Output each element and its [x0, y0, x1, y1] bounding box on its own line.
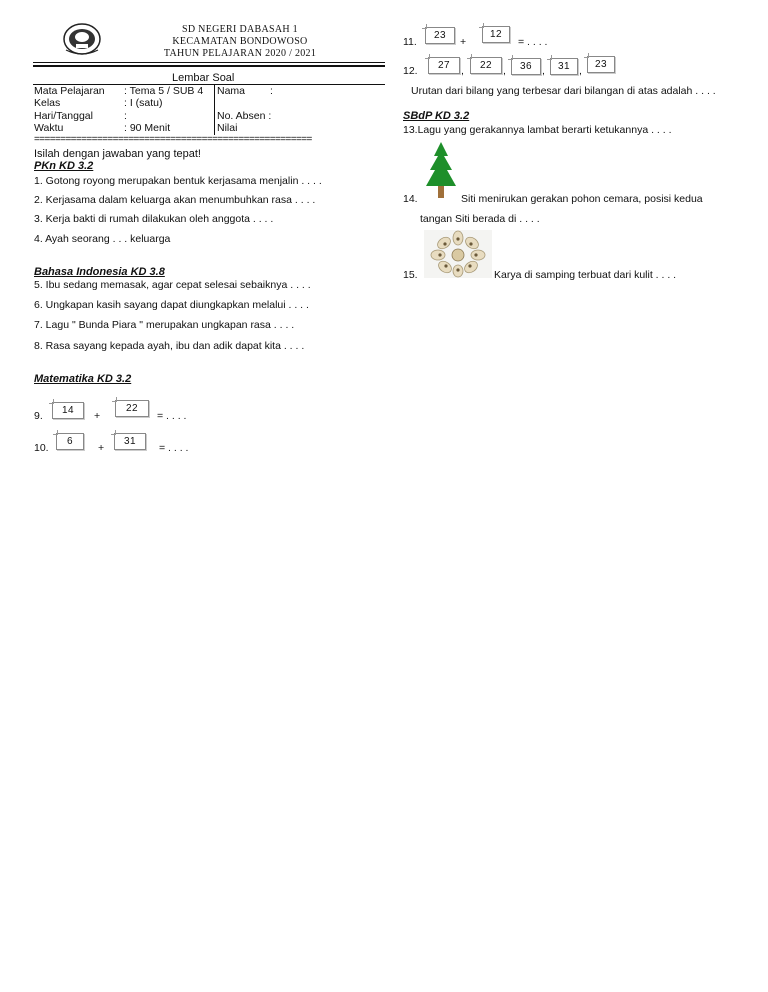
class-value: : I (satu) [124, 97, 163, 109]
question-8: 8. Rasa sayang kepada ayah, ibu dan adik dapat kita . . . . [34, 340, 305, 352]
section-pkn: PKn KD 3.2 [34, 160, 94, 172]
question-2: 2. Kerjasama dalam keluarga akan menumbuhkan rasa . . . . [34, 194, 316, 206]
section-bahasa-indonesia: Bahasa Indonesia KD 3.8 [34, 266, 165, 278]
question-13: 13.Lagu yang gerakannya lambat berarti ketukannya . . . . [403, 124, 672, 136]
school-logo [62, 22, 102, 56]
question-9-box-b: 22 [115, 400, 149, 417]
equals-separator: ===================================================== [34, 134, 312, 145]
sheet-title: Lembar Soal [172, 72, 235, 84]
name-label: Nama [217, 85, 246, 97]
question-15-number: 15. [403, 269, 418, 281]
subject-value: : Tema 5 / SUB 4 [124, 85, 204, 97]
question-9-plus: + [94, 410, 101, 422]
question-10-equals: = . . . . [159, 442, 189, 454]
section-sbdp: SBdP KD 3.2 [403, 110, 470, 122]
question-11-number: 11. [403, 36, 417, 48]
shell-craft-image [424, 230, 492, 278]
header-rule-bottom [33, 65, 385, 67]
date-label: Hari/Tanggal [34, 110, 93, 122]
time-value: : 90 Menit [124, 122, 171, 134]
question-12-comma-1: , [461, 65, 464, 77]
time-label: Waktu [34, 122, 64, 134]
absen-label: No. Absen : [217, 110, 272, 122]
question-1: 1. Gotong royong merupakan bentuk kerjasama menjalin . . . . [34, 175, 322, 187]
subject-label: Mata Pelajaran [34, 85, 105, 97]
question-9-equals: = . . . . [157, 410, 187, 422]
question-10-plus: + [98, 442, 105, 454]
question-12-comma-3: , [542, 65, 545, 77]
date-value: : [124, 110, 127, 122]
question-7: 7. Lagu " Bunda Piara " merupakan ungkapan rasa . . . . [34, 319, 295, 331]
question-12-box-3: 36 [511, 58, 541, 75]
question-14-text-2: tangan Siti berada di . . . . [420, 213, 540, 225]
question-12-box-4: 31 [550, 58, 578, 75]
question-12-box-5: 23 [587, 56, 615, 73]
question-4: 4. Ayah seorang . . . keluarga [34, 233, 171, 245]
score-label: Nilai [217, 122, 238, 134]
question-11-box-a: 23 [425, 27, 455, 44]
question-10-box-b: 31 [114, 433, 146, 450]
question-11-plus: + [460, 36, 467, 48]
question-3: 3. Kerja bakti di rumah dilakukan oleh anggota . . . . [34, 213, 274, 225]
name-colon: : [270, 85, 273, 97]
school-name: SD NEGERI DABASAH 1 [182, 24, 298, 35]
header-rule-top [33, 62, 385, 63]
question-11-box-b: 12 [482, 26, 510, 43]
section-matematika: Matematika KD 3.2 [34, 373, 132, 385]
question-9-box-a: 14 [52, 402, 84, 419]
school-year: TAHUN PELAJARAN 2020 / 2021 [163, 48, 317, 59]
question-10-box-a: 6 [56, 433, 84, 450]
question-6: 6. Ungkapan kasih sayang dapat diungkapkan melalui . . . . [34, 299, 309, 311]
instruction: Isilah dengan jawaban yang tepat! [34, 148, 201, 160]
school-district: KECAMATAN BONDOWOSO [172, 36, 308, 47]
pine-tree-image [422, 140, 460, 202]
question-11-equals: = . . . . [518, 36, 548, 48]
question-12-box-1: 27 [428, 57, 460, 74]
question-9-number: 9. [34, 410, 43, 422]
question-5: 5. Ibu sedang memasak, agar cepat selesai sebaiknya . . . . [34, 279, 311, 291]
question-12-comma-4: , [579, 65, 582, 77]
question-12-comma-2: , [503, 65, 506, 77]
question-15-text: Karya di samping terbuat dari kulit . . . . [494, 269, 677, 281]
question-10-number: 10. [34, 442, 49, 454]
class-label: Kelas [34, 97, 61, 109]
info-divider [214, 85, 215, 135]
question-12-box-2: 22 [470, 57, 502, 74]
question-14-text: Siti menirukan gerakan pohon cemara, posisi kedua [461, 193, 703, 205]
question-12-number: 12. [403, 65, 418, 77]
question-14-number: 14. [403, 193, 418, 205]
question-12-text: Urutan dari bilang yang terbesar dari bilangan di atas adalah . . . . [411, 85, 716, 97]
